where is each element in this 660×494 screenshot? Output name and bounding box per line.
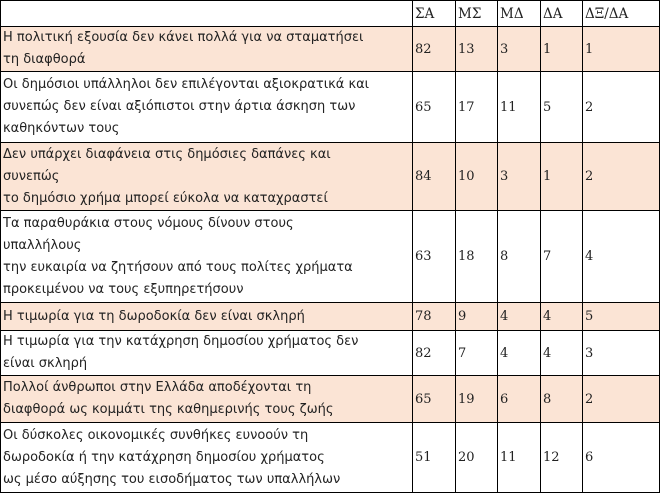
value-cell-ms: 20 xyxy=(456,423,498,493)
table-row xyxy=(1,331,660,376)
statement-cell: Πολλοί άνθρωποι στην Ελλάδα αποδέχονται τη διαφθορά ως κομμάτι της καθημερινής τους ζωής xyxy=(1,376,413,423)
value-cell-dk-na: 2 xyxy=(583,143,660,211)
value-cell-dk-na: 3 xyxy=(583,331,660,376)
statement-cell: Τα παραθυράκια στους νόμους δίνουν στους υπαλλήλους την ευκαιρία να ζητήσουν από τους πολίτες χρήματα προκειμένου να τους εξυπηρετήσουν xyxy=(1,211,413,303)
statement-cell: Δεν υπάρχει διαφάνεια στις δημόσιες δαπάνες και συνεπώς το δημόσιο χρήμα μπορεί εύκολα να καταχραστεί xyxy=(1,143,413,211)
value-cell-da: 5 xyxy=(541,72,583,143)
statement-cell: Η τιμωρία για τη δωροδοκία δεν είναι σκληρή xyxy=(1,303,413,331)
header-sa: ΣΑ xyxy=(413,1,456,27)
value-cell-da: 12 xyxy=(541,423,583,493)
header-statement xyxy=(1,1,413,27)
value-cell-dk-na: 2 xyxy=(583,72,660,143)
value-cell-da: 4 xyxy=(541,331,583,376)
statement-cell: Η πολιτική εξουσία δεν κάνει πολλά για να σταματήσει τη διαφθορά xyxy=(1,27,413,72)
value-cell-da: 1 xyxy=(541,143,583,211)
value-cell-ms: 7 xyxy=(456,331,498,376)
value-cell-da: 8 xyxy=(541,376,583,423)
table-row xyxy=(1,72,660,143)
value-cell-ms: 13 xyxy=(456,27,498,72)
header-row xyxy=(1,1,660,27)
value-cell-dk-na: 5 xyxy=(583,303,660,331)
value-cell-ms: 19 xyxy=(456,376,498,423)
value-cell-ms: 17 xyxy=(456,72,498,143)
value-cell-md: 3 xyxy=(498,143,541,211)
value-cell-sa: 84 xyxy=(413,143,456,211)
value-cell-ms: 10 xyxy=(456,143,498,211)
table-row xyxy=(1,27,660,72)
value-cell-md: 4 xyxy=(498,331,541,376)
statement-cell: Η τιμωρία για την κατάχρηση δημοσίου χρήματος δεν είναι σκληρή xyxy=(1,331,413,376)
value-cell-dk-na: 1 xyxy=(583,27,660,72)
table-row xyxy=(1,303,660,331)
value-cell-sa: 82 xyxy=(413,27,456,72)
value-cell-sa: 51 xyxy=(413,423,456,493)
statement-cell: Οι δύσκολες οικονομικές συνθήκες ευνοούν τη δωροδοκία ή την κατάχρηση δημοσίου χρήματος ως μέσο αύξησης του εισοδήματος των υπαλλήλων xyxy=(1,423,413,493)
table-row xyxy=(1,423,660,493)
value-cell-md: 6 xyxy=(498,376,541,423)
value-cell-sa: 78 xyxy=(413,303,456,331)
value-cell-md: 11 xyxy=(498,72,541,143)
value-cell-sa: 82 xyxy=(413,331,456,376)
value-cell-da: 4 xyxy=(541,303,583,331)
value-cell-dk-na: 2 xyxy=(583,376,660,423)
statement-cell: Οι δημόσιοι υπάλληλοι δεν επιλέγονται αξιοκρατικά και συνεπώς δεν είναι αξιόπιστοι στην άρτια άσκηση των καθηκόντων τους xyxy=(1,72,413,143)
value-cell-md: 3 xyxy=(498,27,541,72)
value-cell-ms: 9 xyxy=(456,303,498,331)
header-da: ΔΑ xyxy=(541,1,583,27)
value-cell-da: 7 xyxy=(541,211,583,303)
value-cell-dk-na: 4 xyxy=(583,211,660,303)
value-cell-sa: 65 xyxy=(413,72,456,143)
table-row xyxy=(1,211,660,303)
value-cell-dk-na: 6 xyxy=(583,423,660,493)
header-md: ΜΔ xyxy=(498,1,541,27)
value-cell-md: 11 xyxy=(498,423,541,493)
value-cell-ms: 18 xyxy=(456,211,498,303)
header-ms: ΜΣ xyxy=(456,1,498,27)
value-cell-md: 8 xyxy=(498,211,541,303)
header-dk-na: ΔΞ/ΔΑ xyxy=(583,1,660,27)
value-cell-md: 4 xyxy=(498,303,541,331)
table-row xyxy=(1,143,660,211)
table-row xyxy=(1,376,660,423)
value-cell-sa: 63 xyxy=(413,211,456,303)
value-cell-da: 1 xyxy=(541,27,583,72)
value-cell-sa: 65 xyxy=(413,376,456,423)
